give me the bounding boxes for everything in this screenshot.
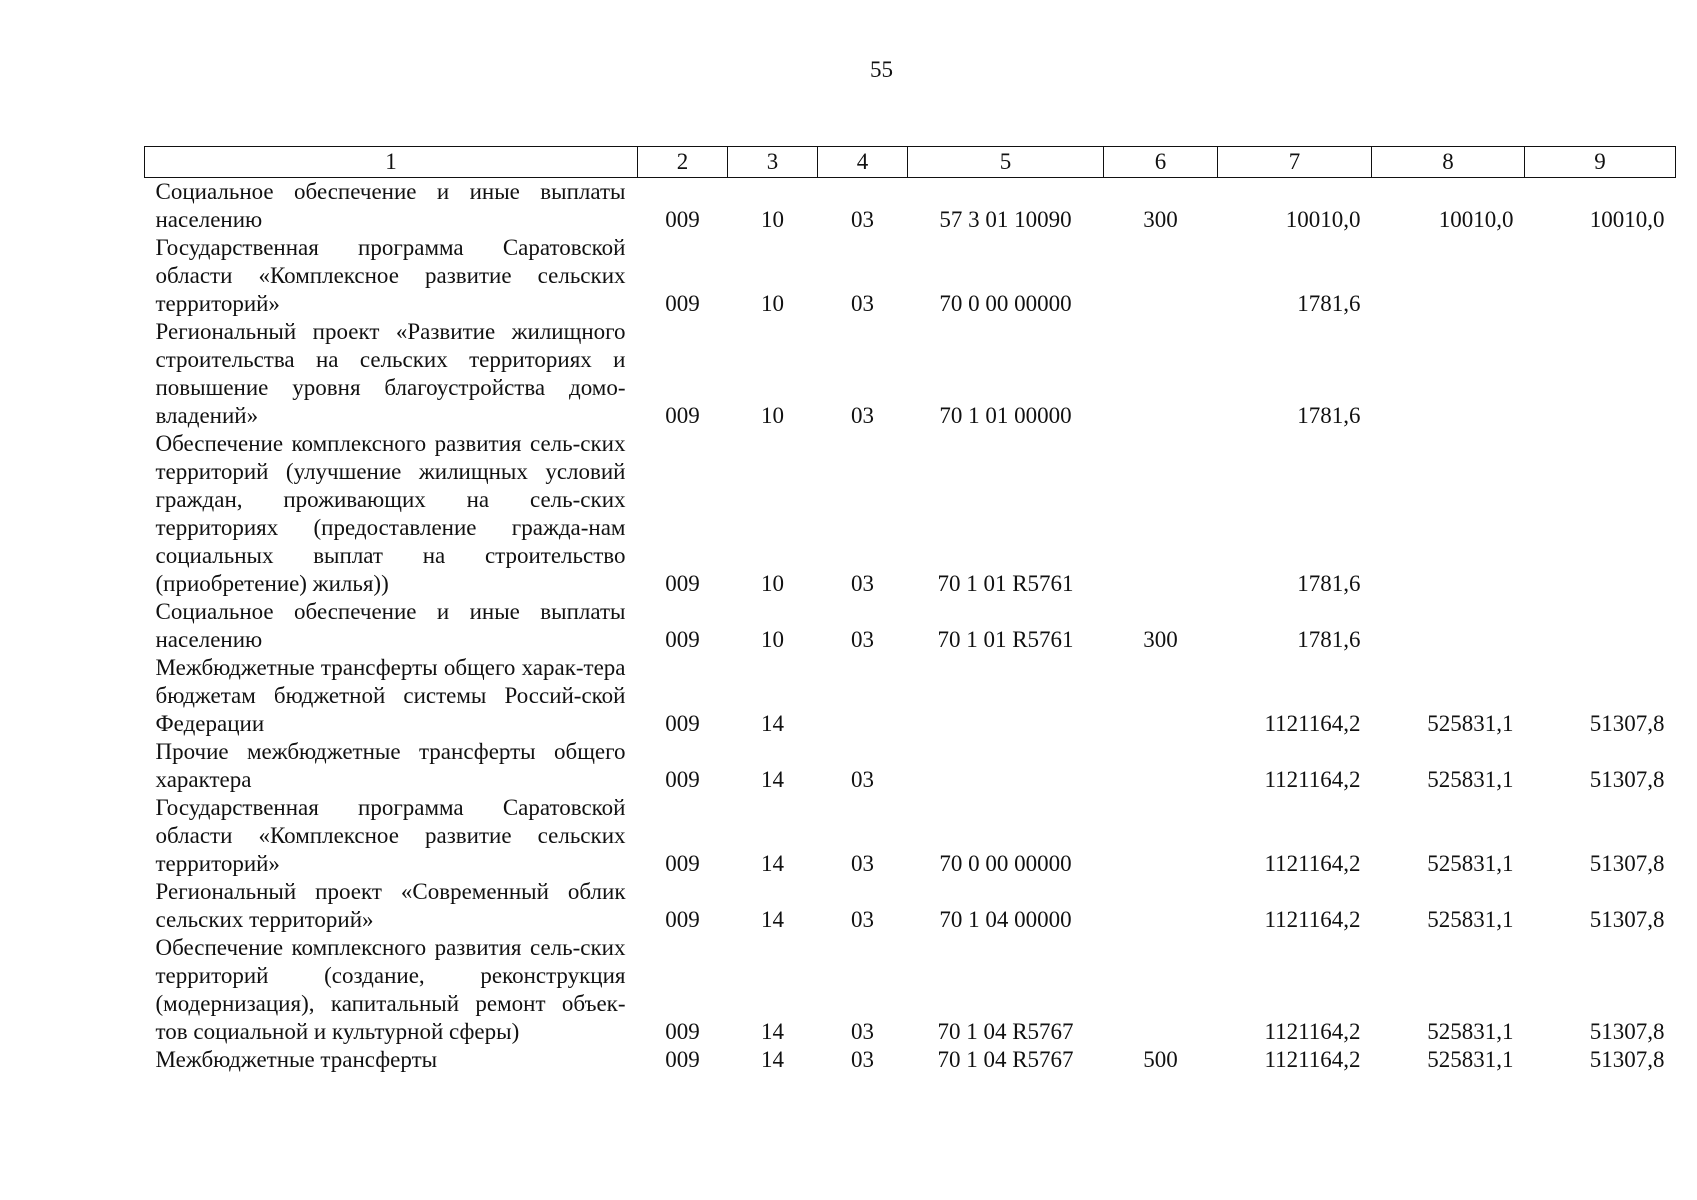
row-cell-4: 03 xyxy=(851,851,874,876)
header-cell-9: 9 xyxy=(1525,147,1676,178)
row-cell-7: 1121164,2 xyxy=(1264,711,1361,736)
row-cell-8: 525831,1 xyxy=(1427,1047,1514,1072)
row-cell-5: 70 0 00 00000 xyxy=(939,291,1072,316)
row-cell-2: 009 xyxy=(665,907,700,932)
row-cell-8: 525831,1 xyxy=(1427,907,1514,932)
row-cell-5: 70 1 04 00000 xyxy=(939,907,1072,932)
row-cell-9: 51307,8 xyxy=(1589,907,1665,932)
row-cell-9: 51307,8 xyxy=(1589,1047,1665,1072)
row-cell-4: 03 xyxy=(851,767,874,792)
row-cell-3: 10 xyxy=(761,291,784,316)
row-cell-2: 009 xyxy=(665,291,700,316)
row-cell-4: 03 xyxy=(851,1047,874,1072)
row-cell-3: 14 xyxy=(761,907,784,932)
table-row xyxy=(145,318,1676,430)
row-cell-2: 009 xyxy=(665,767,700,792)
row-cell-9 xyxy=(1525,234,1676,318)
header-cell-7: 7 xyxy=(1218,147,1372,178)
row-cell-4: 03 xyxy=(851,627,874,652)
budget-table xyxy=(144,146,1676,1074)
header-cell-8: 8 xyxy=(1372,147,1525,178)
row-cell-6 xyxy=(1104,654,1218,738)
row-cell-9: 51307,8 xyxy=(1589,1019,1665,1044)
row-cell-4: 03 xyxy=(851,207,874,232)
row-description: Региональный проект «Развитие жилищного строительства на сельских территориях и повышение уровня благоустройства домо-владений» xyxy=(155,319,626,428)
row-cell-2: 009 xyxy=(665,403,700,428)
table-row xyxy=(145,178,1676,235)
row-cell-2: 009 xyxy=(665,571,700,596)
row-cell-7: 1121164,2 xyxy=(1264,851,1361,876)
row-cell-5: 70 1 01 R5761 xyxy=(937,571,1074,596)
header-row xyxy=(145,147,1676,178)
row-cell-6: 300 xyxy=(1143,627,1178,652)
row-description: Социальное обеспечение и иные выплаты населению xyxy=(155,599,626,652)
row-cell-5 xyxy=(908,654,1104,738)
row-cell-4: 03 xyxy=(851,403,874,428)
row-description: Межбюджетные трансферты xyxy=(155,1047,438,1072)
row-cell-2: 009 xyxy=(665,627,700,652)
row-cell-3: 10 xyxy=(761,571,784,596)
table-row xyxy=(145,738,1676,794)
row-cell-2: 009 xyxy=(665,1047,700,1072)
header-cell-4: 4 xyxy=(818,147,908,178)
table-row xyxy=(145,1046,1676,1074)
row-cell-2: 009 xyxy=(665,207,700,232)
row-cell-8 xyxy=(1372,234,1525,318)
row-cell-3: 14 xyxy=(761,1019,784,1044)
row-cell-8: 525831,1 xyxy=(1427,1019,1514,1044)
row-cell-4: 03 xyxy=(851,1019,874,1044)
table-row xyxy=(145,598,1676,654)
row-cell-3: 10 xyxy=(761,403,784,428)
table-row xyxy=(145,934,1676,1046)
row-cell-4: 03 xyxy=(851,571,874,596)
row-cell-5: 70 1 04 R5767 xyxy=(937,1019,1074,1044)
row-cell-8 xyxy=(1372,430,1525,598)
table-row xyxy=(145,430,1676,598)
row-cell-9 xyxy=(1525,598,1676,654)
header-cell-2: 2 xyxy=(638,147,728,178)
row-cell-7: 1781,6 xyxy=(1297,403,1361,428)
row-cell-7: 1781,6 xyxy=(1297,627,1361,652)
row-cell-8: 525831,1 xyxy=(1427,767,1514,792)
row-description: Социальное обеспечение и иные выплаты населению xyxy=(155,179,626,232)
row-cell-2: 009 xyxy=(665,1019,700,1044)
row-cell-7: 1781,6 xyxy=(1297,291,1361,316)
header-cell-1: 1 xyxy=(145,147,638,178)
row-cell-7: 1781,6 xyxy=(1297,571,1361,596)
row-description: Межбюджетные трансферты общего харак-тера бюджетам бюджетной системы Россий-ской Федерации xyxy=(155,655,626,736)
row-cell-6: 500 xyxy=(1143,1047,1178,1072)
row-cell-6 xyxy=(1104,318,1218,430)
header-cell-5: 5 xyxy=(908,147,1104,178)
row-cell-6 xyxy=(1104,794,1218,878)
row-cell-8: 525831,1 xyxy=(1427,711,1514,736)
row-description: Региональный проект «Современный облик сельских территорий» xyxy=(155,879,626,932)
row-description: Государственная программа Саратовской области «Комплексное развитие сельских территорий» xyxy=(155,235,626,316)
row-cell-5: 70 1 01 00000 xyxy=(939,403,1072,428)
header-cell-6: 6 xyxy=(1104,147,1218,178)
row-cell-3: 14 xyxy=(761,851,784,876)
row-cell-5: 57 3 01 10090 xyxy=(939,207,1072,232)
table-row xyxy=(145,234,1676,318)
row-cell-6 xyxy=(1104,738,1218,794)
row-cell-4: 03 xyxy=(851,907,874,932)
header-cell-3: 3 xyxy=(728,147,818,178)
row-cell-4 xyxy=(818,654,908,738)
row-cell-6: 300 xyxy=(1143,207,1178,232)
row-cell-7: 1121164,2 xyxy=(1264,1047,1361,1072)
row-description: Обеспечение комплексного развития сель-ских территорий (улучшение жилищных условий граждан, проживающих на сель-ских территориях (предоставление гражда-нам социальных выплат на строительство (приобретение) жилья)) xyxy=(155,431,626,596)
row-cell-3: 14 xyxy=(761,767,784,792)
row-cell-8: 525831,1 xyxy=(1427,851,1514,876)
row-cell-7: 1121164,2 xyxy=(1264,767,1361,792)
row-cell-8 xyxy=(1372,318,1525,430)
row-cell-6 xyxy=(1104,878,1218,934)
table-row xyxy=(145,878,1676,934)
row-cell-3: 10 xyxy=(761,627,784,652)
row-cell-8: 10010,0 xyxy=(1438,207,1514,232)
row-description: Государственная программа Саратовской области «Комплексное развитие сельских территорий» xyxy=(155,795,626,876)
row-cell-9 xyxy=(1525,430,1676,598)
row-cell-7: 1121164,2 xyxy=(1264,907,1361,932)
row-cell-6 xyxy=(1104,234,1218,318)
row-cell-3: 14 xyxy=(761,711,784,736)
row-cell-9: 51307,8 xyxy=(1589,851,1665,876)
row-cell-5 xyxy=(908,738,1104,794)
row-cell-4: 03 xyxy=(851,291,874,316)
row-cell-6 xyxy=(1104,430,1218,598)
row-cell-9: 51307,8 xyxy=(1589,767,1665,792)
row-cell-9: 51307,8 xyxy=(1589,711,1665,736)
table-body xyxy=(145,178,1676,1075)
row-cell-3: 14 xyxy=(761,1047,784,1072)
row-cell-2: 009 xyxy=(665,711,700,736)
row-cell-7: 10010,0 xyxy=(1285,207,1361,232)
row-cell-8 xyxy=(1372,598,1525,654)
row-cell-7: 1121164,2 xyxy=(1264,1019,1361,1044)
row-cell-2: 009 xyxy=(665,851,700,876)
row-cell-5: 70 1 01 R5761 xyxy=(937,627,1074,652)
row-cell-9: 10010,0 xyxy=(1589,207,1665,232)
row-description: Обеспечение комплексного развития сель-ских территорий (создание, реконструкция (модернизация), капитальный ремонт объек-тов социальной и культурной сферы) xyxy=(155,935,626,1044)
table-row xyxy=(145,654,1676,738)
page-number: 55 xyxy=(870,57,893,82)
table-row xyxy=(145,794,1676,878)
row-cell-5: 70 1 04 R5767 xyxy=(937,1047,1074,1072)
row-cell-5: 70 0 00 00000 xyxy=(939,851,1072,876)
row-cell-3: 10 xyxy=(761,207,784,232)
row-description: Прочие межбюджетные трансферты общего характера xyxy=(155,739,626,792)
row-cell-9 xyxy=(1525,318,1676,430)
row-cell-6 xyxy=(1104,934,1218,1046)
